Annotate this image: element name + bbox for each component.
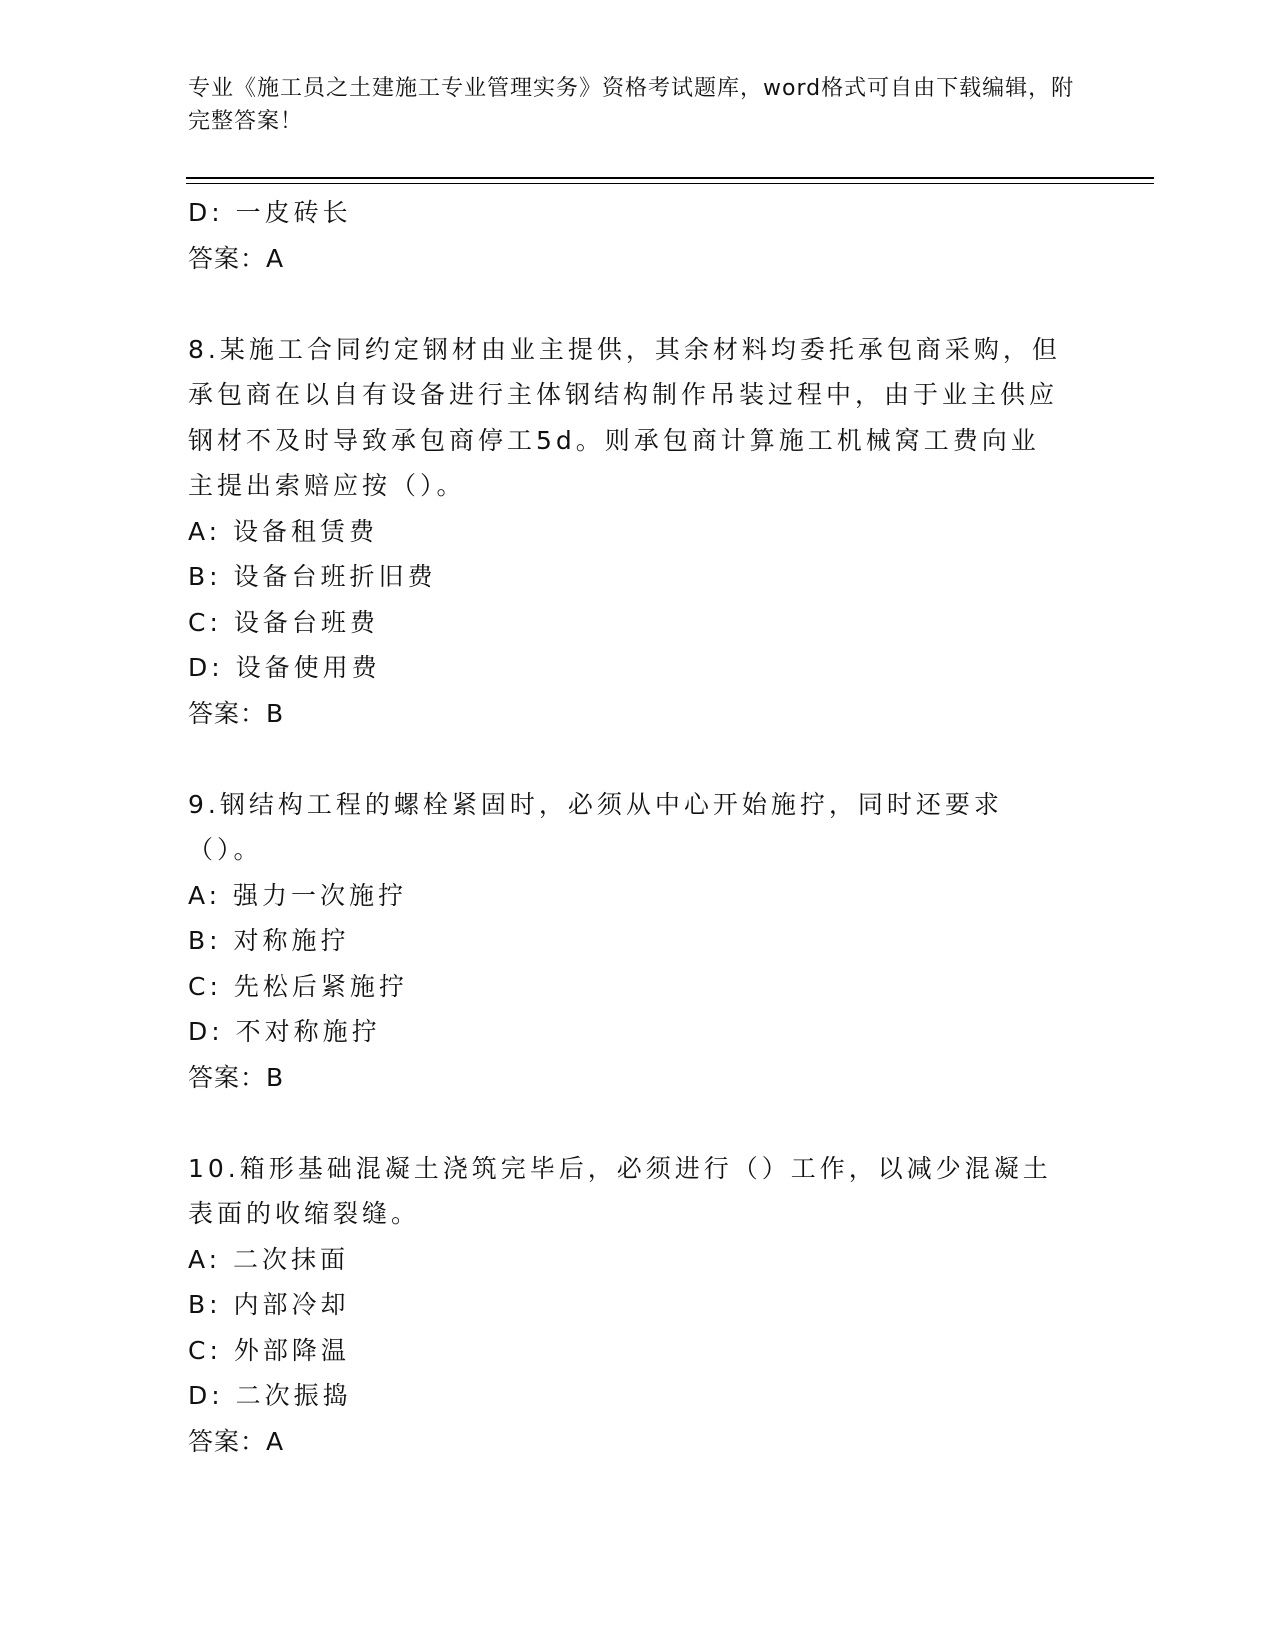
answer-line: 答案：B — [188, 1062, 285, 1092]
option-a: A: 二次抹面 — [188, 1244, 350, 1274]
question-list — [188, 190, 1068, 1465]
previous-question-tail — [188, 190, 1068, 282]
option-b: B: 内部冷却 — [188, 1290, 350, 1319]
option-d: D: 设备使用费 — [188, 653, 381, 682]
question-10 — [188, 1146, 1068, 1465]
option-a: A: 强力一次施拧 — [188, 880, 408, 910]
option-b: B: 对称施拧 — [188, 926, 350, 955]
option-c: C: 先松后紧施拧 — [188, 971, 408, 1001]
option-c: C: 设备台班费 — [188, 607, 379, 637]
option-b: B: 设备台班折旧费 — [188, 562, 437, 591]
question-text: 9.钢结构工程的螺栓紧固时，必须从中心开始施拧，同时还要求（）。 — [188, 789, 1003, 864]
document-header: 专业《施工员之土建施工专业管理实务》资格考试题库，word格式可自由下载编辑，附完整答案！ — [188, 76, 1075, 134]
answer-line: 答案：A — [188, 1426, 285, 1456]
option-d: D: 不对称施拧 — [188, 1017, 381, 1046]
header-divider-thin — [186, 183, 1154, 184]
question-9 — [188, 782, 1068, 1101]
option-d: D: 二次振捣 — [188, 1381, 352, 1410]
question-text: 10.箱形基础混凝土浇筑完毕后，必须进行（）工作，以减少混凝土表面的收缩裂缝。 — [188, 1153, 1052, 1228]
question-text: 8.某施工合同约定钢材由业主提供，其余材料均委托承包商采购，但承包商在以自有设备进行主体钢结构制作吊装过程中，由于业主供应钢材不及时导致承包商停工5d。则承包商计算施工机械窝工费向业主提出索赔应按（）。 — [188, 334, 1061, 500]
header-divider-thick — [186, 177, 1154, 179]
question-8 — [188, 327, 1068, 737]
answer-line: 答案：A — [188, 243, 285, 273]
option-d: D: 一皮砖长 — [188, 198, 352, 227]
option-a: A: 设备租赁费 — [188, 516, 379, 546]
option-c: C: 外部降温 — [188, 1335, 350, 1365]
answer-line: 答案：B — [188, 698, 285, 728]
